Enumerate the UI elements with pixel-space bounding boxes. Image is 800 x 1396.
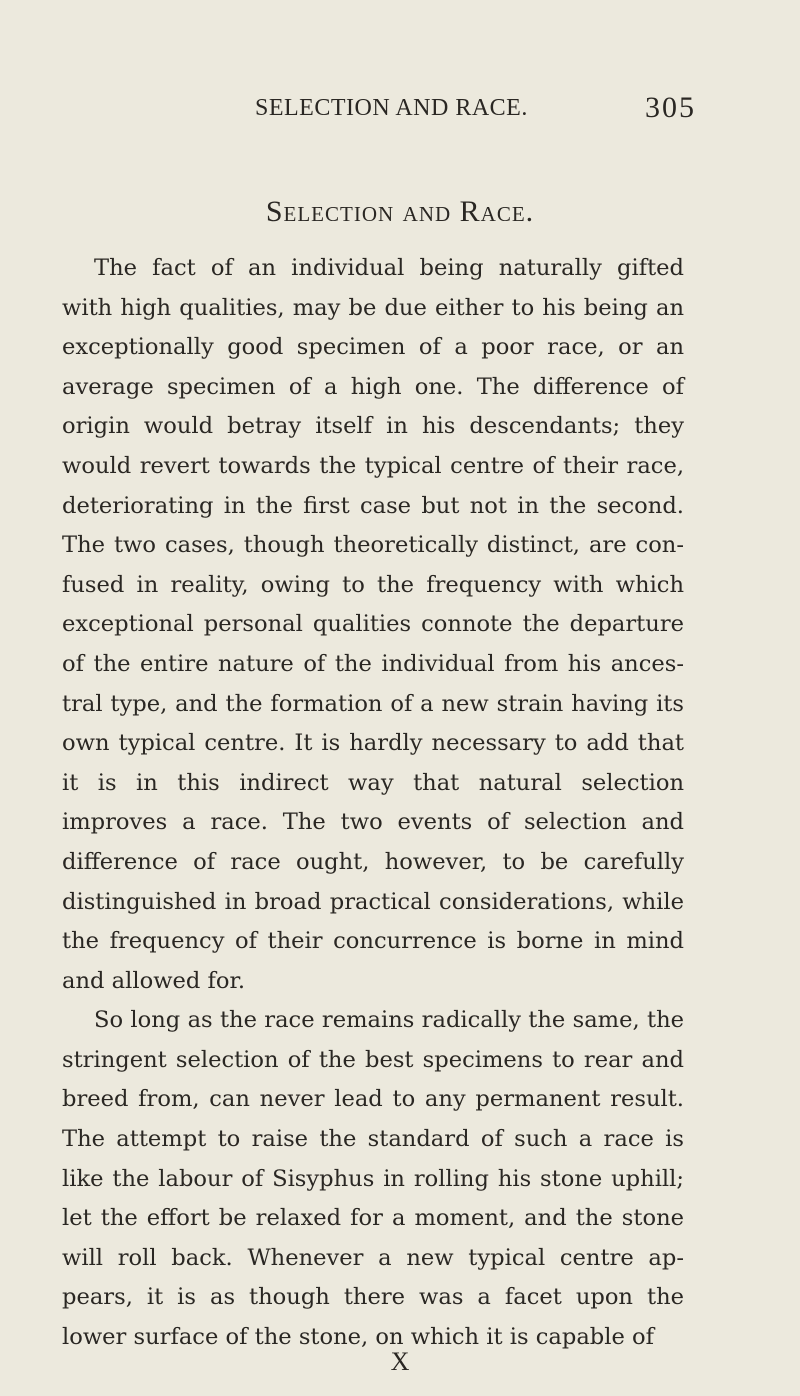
running-head bbox=[0, 88, 800, 128]
body-text bbox=[62, 249, 684, 1358]
paragraph-2: So long as the race remains radically the same, the stringent selection of the best specimens to rear and breed from, can never lead to any permanent result. The attempt to raise the standard of such a race is like the labour of Sisyphus in rolling his stone uphill; let the effort be relaxed for a moment, and the stone will roll back. Whenever a new typical centre ap-pears, it is as though there was a facet upon the lower surface of the stone, on which it is capable of bbox=[62, 1007, 684, 1351]
section-heading: Selection and Race. bbox=[265, 195, 535, 228]
page-number: 305 bbox=[645, 91, 696, 124]
paragraph-1: The fact of an individual being naturally gifted with high qualities, may be due either to his being an exceptionally good specimen of a poor race, or an average specimen of a high one. The difference of origin would betray itself in his descendants; they would revert towards the typical centre of their race, deteriorating in the first case but not in the second. The two cases, though theoretically distinct, are con-fused in reality, owing to the frequency with which exceptional personal qualities connote the departure of the entire nature of the individual from his ances-tral type, and the formation of a new strain having its own typical centre. It is hardly necessary to add that it is in this indirect way that natural selection improves a race. The two events of selection and difference of race ought, however, to be carefully distinguished in broad practical considerations, while the frequency of their concurrence is borne in mind and allowed for. bbox=[62, 255, 684, 994]
running-head-title: SELECTION AND RACE. bbox=[255, 95, 528, 121]
signature-mark: X bbox=[390, 1347, 410, 1376]
